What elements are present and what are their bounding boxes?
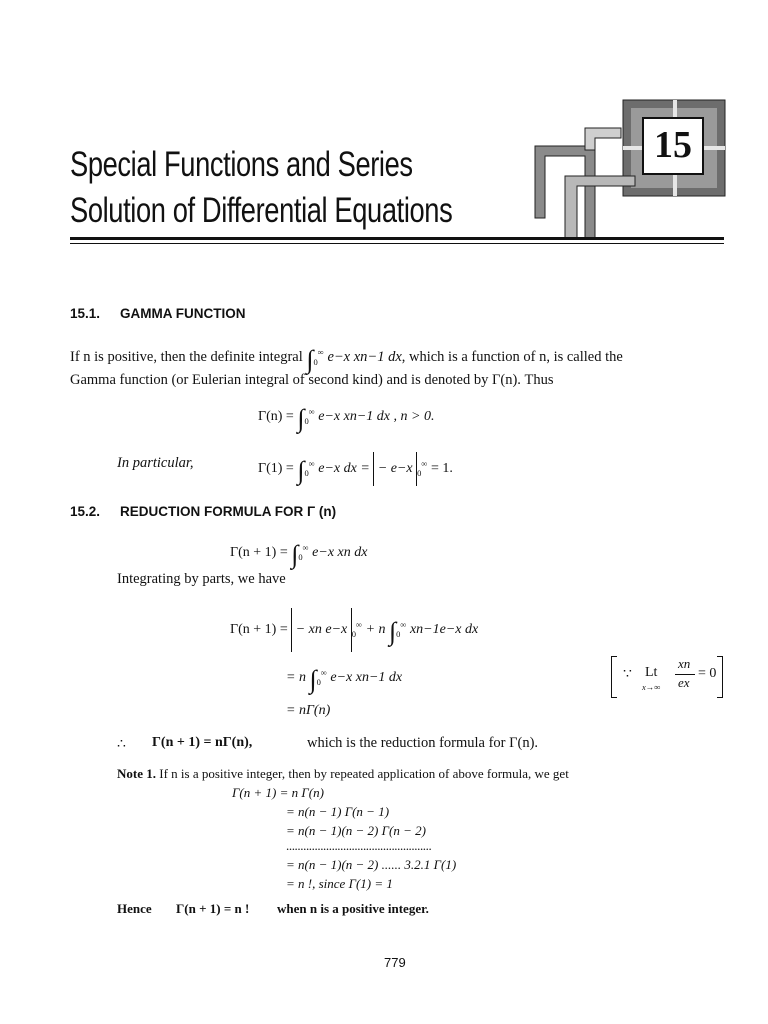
eq-rhs: xn−1e−x dx [409, 622, 479, 638]
eq2-bracket: − e−x [377, 461, 413, 477]
bracket-left [611, 656, 617, 698]
upper-limit: ∞ [308, 406, 315, 417]
eq-rhs: e−x xn−1 dx [330, 670, 403, 685]
eq2-lhs: Γ(1) = [258, 461, 294, 477]
eval-upper: ∞ [356, 619, 363, 630]
upper-limit: ∞ [302, 542, 309, 553]
note-line-6: = n !, since Γ(1) = 1 [286, 876, 393, 891]
upper-limit: ∞ [320, 667, 327, 678]
gamma-definition-equation [258, 404, 434, 434]
upper-limit: ∞ [308, 458, 315, 469]
upper-limit: ∞ [400, 619, 407, 630]
integral-sign: ∫ [297, 456, 305, 486]
section1-para1 [70, 345, 623, 375]
integrating-by-parts-text: Integrating by parts, we have [117, 571, 286, 587]
reduction-result-text: which is the reduction formula for Γ(n). [307, 735, 539, 751]
section1-para2: Gamma function (or Eulerian integral of second kind) and is denoted by Γ(n). Thus [70, 372, 554, 388]
eq-plus-n: + n [365, 622, 386, 638]
in-particular-label: In particular, [117, 455, 194, 471]
lower-limit: 0 [316, 676, 321, 687]
eval-bar-left [291, 608, 292, 652]
limit-side-note [611, 656, 723, 698]
eq-lhs: Γ(n + 1) = [230, 545, 288, 560]
lower-limit: 0 [313, 356, 318, 367]
hence-text: when n is a positive integer. [277, 901, 429, 916]
limit-label: Lt [645, 665, 658, 680]
fraction-numerator: xn [678, 656, 691, 671]
eq-lhs: Γ(n + 1) = [230, 622, 288, 638]
section-number-15-1: 15.1. [70, 306, 101, 321]
title-rule-thin [70, 243, 724, 244]
para1-text-b: , which is a function of n, is called the [401, 349, 623, 365]
eval-upper: ∞ [421, 458, 428, 469]
eval-lower: 0 [351, 629, 357, 640]
page-number: 779 [384, 955, 406, 970]
bracket-right [717, 656, 723, 698]
hence-label: Hence [117, 901, 152, 916]
eq-lhs: = n [286, 670, 306, 685]
note-line-5: = n(n − 1)(n − 2) ...... 3.2.1 Γ(1) [286, 857, 457, 872]
fraction-denominator: ex [678, 675, 690, 690]
gamma-n-plus-1-definition [230, 540, 367, 570]
emblem-graphic [525, 98, 730, 240]
chapter-number: 15 [654, 124, 692, 166]
therefore-symbol: ∴ [117, 737, 126, 752]
section-number-15-2: 15.2. [70, 504, 101, 519]
eq1-rhs: e−x xn−1 dx , n > 0. [318, 409, 435, 424]
lower-limit: 0 [304, 468, 309, 479]
section-heading-gamma: GAMMA FUNCTION [120, 306, 246, 321]
integral-sign: ∫ [291, 540, 299, 569]
simplified-equation [286, 665, 402, 695]
lower-limit: 0 [396, 629, 401, 640]
para1-integrand: e−x xn−1 dx [327, 349, 402, 365]
because-symbol: ∵ [623, 667, 632, 682]
lower-limit: 0 [304, 415, 309, 426]
reduction-result: Γ(n + 1) = nΓ(n), [152, 735, 253, 750]
eval-bar-left [373, 452, 374, 486]
eq-rhs: e−x xn dx [312, 545, 368, 560]
n-gamma-n-line: = nΓ(n) [286, 703, 331, 718]
eq1-lhs: Γ(n) = [258, 409, 294, 424]
note-line-1: Γ(n + 1) = n Γ(n) [232, 785, 324, 800]
eval-lower: 0 [417, 468, 422, 479]
note-label: Note 1. [117, 766, 156, 781]
integral-sign: ∫ [306, 345, 314, 374]
parts-equation [230, 608, 478, 652]
upper-limit: ∞ [317, 347, 324, 358]
chapter-title-line1: Special Functions and Series [70, 145, 413, 184]
para1-text-a: If n is positive, then the definite integral [70, 349, 303, 365]
note-paragraph [117, 766, 569, 782]
hence-equation: Γ(n + 1) = n ! [176, 901, 250, 916]
note-dots-line: ................................................... [286, 838, 432, 853]
gamma-one-equation [258, 452, 453, 486]
integral-sign: ∫ [309, 665, 317, 694]
note-line-2: = n(n − 1) Γ(n − 1) [286, 804, 390, 819]
limit-subscript: x→∞ [642, 682, 661, 692]
eq2-rhs: = 1. [430, 461, 453, 477]
eq2-mid: e−x dx = [318, 461, 370, 477]
note-line-3: = n(n − 1)(n − 2) Γ(n − 2) [286, 823, 426, 838]
title-rule-thick [70, 237, 724, 240]
eq-bracket: − xn e−x [295, 622, 348, 638]
section-heading-reduction: REDUCTION FORMULA FOR Γ (n) [120, 504, 337, 519]
lower-limit: 0 [298, 551, 303, 562]
chapter-title-line2: Solution of Differential Equations [70, 191, 453, 230]
integral-sign: ∫ [297, 404, 305, 433]
note-text: If n is a positive integer, then by repeated application of above formula, we get [159, 766, 569, 781]
limit-result: = 0 [698, 666, 717, 681]
integral-sign: ∫ [389, 617, 397, 647]
